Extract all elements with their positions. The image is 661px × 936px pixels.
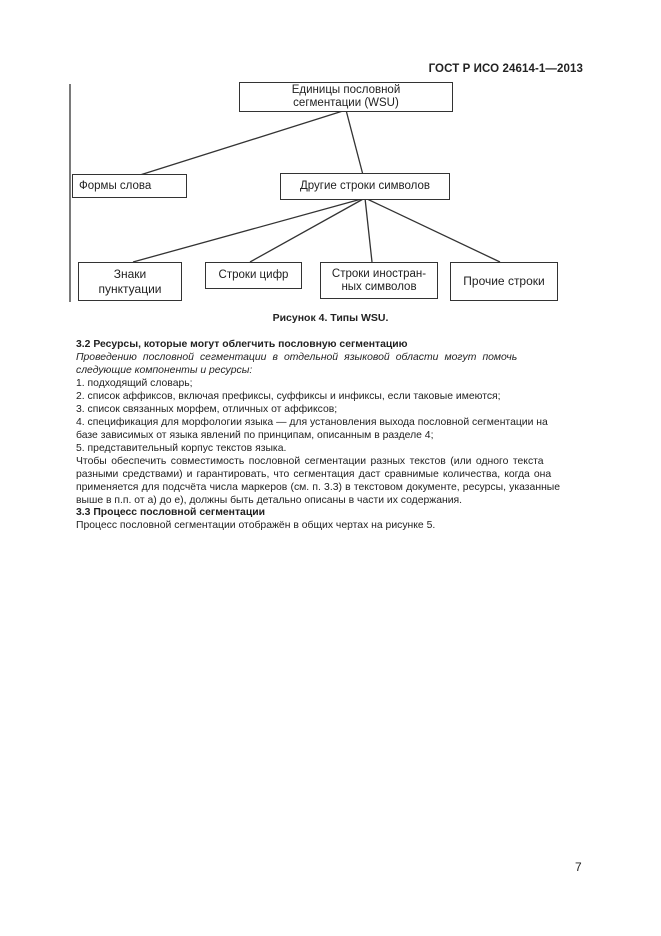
box-wsu-root-line1: Единицы пословной <box>291 84 401 96</box>
connector-other-punctuation <box>133 198 365 262</box>
box-digits-label: Строки цифр <box>218 269 289 281</box>
wsu-types-diagram <box>0 0 661 310</box>
connector-root-word-forms <box>140 110 346 175</box>
box-wsu-root <box>239 82 453 112</box>
document-header: ГОСТ Р ИСО 24614-1—2013 <box>428 63 583 75</box>
list-item-3: 3. список связанных морфем, отличных от аффиксов; <box>76 404 338 415</box>
box-word-forms-label: Формы слова <box>79 179 152 192</box>
list-item-2: 2. список аффиксов, включая префиксы, суффиксы и инфиксы, если таковые имеются; <box>76 391 501 402</box>
paragraph-line2: разными средствами) и гарантировать, что сегментация даст сравнимые количества, когда она <box>76 469 552 480</box>
list-item-5: 5. представительный корпус текстов языка. <box>76 443 287 454</box>
section-3-2-intro-line1: Проведению пословной сегментации в отдельной языковой области могут помочь <box>76 352 518 363</box>
page-number: 7 <box>575 860 582 874</box>
paragraph-line4: выше в п.п. от а) до е), должны быть детально описаны в части их содержания. <box>76 495 463 506</box>
connector-root-other-strings <box>346 110 363 175</box>
box-foreign-symbols <box>320 262 438 299</box>
list-item-4-line1: 4. спецификация для морфологии языка — для установления выхода пословной сегментации на <box>76 417 548 428</box>
box-foreign-line2: ных символов <box>341 280 417 293</box>
figure-caption: Рисунок 4. Типы WSU. <box>272 312 389 324</box>
connector-other-misc <box>365 198 500 262</box>
box-punctuation-line2: пунктуации <box>98 281 162 296</box>
section-3-2 <box>76 338 584 507</box>
box-word-forms <box>72 174 187 198</box>
box-digits <box>205 262 302 289</box>
section-3-2-heading: 3.2 Ресурсы, которые могут облегчить пословную сегментацию <box>76 339 408 350</box>
section-3-2-intro-line2: следующие компоненты и ресурсы: <box>76 365 253 376</box>
paragraph-line3: применяется для подсчёта числа маркеров (см. п. 3.3) в текстовом документе, ресурсы, указанные <box>76 482 561 493</box>
connector-other-digits <box>250 198 365 262</box>
section-3-3-text: Процесс пословной сегментации отображён в общих чертах на рисунке 5. <box>76 520 436 531</box>
box-wsu-root-line2: сегментации (WSU) <box>293 97 399 109</box>
box-misc-strings <box>450 262 558 301</box>
paragraph-line1: Чтобы обеспечить совместимость пословной сегментации разных текстов (или одного текста <box>76 456 544 467</box>
box-misc-label: Прочие строки <box>463 274 545 288</box>
list-item-4-line2: базе зависимых от языка явлений по принципам, описанным в разделе 4; <box>76 430 434 441</box>
box-other-strings <box>280 173 450 200</box>
box-punctuation <box>78 262 182 301</box>
section-3-3 <box>76 506 584 532</box>
connector-other-foreign <box>365 198 372 262</box>
list-item-1: 1. подходящий словарь; <box>76 378 193 389</box>
box-other-strings-label: Другие строки символов <box>299 180 431 192</box>
section-3-3-heading: 3.3 Процесс пословной сегментации <box>76 507 265 518</box>
box-punctuation-line1: Знаки <box>113 266 147 281</box>
box-foreign-line1: Строки иностран- <box>331 267 427 280</box>
